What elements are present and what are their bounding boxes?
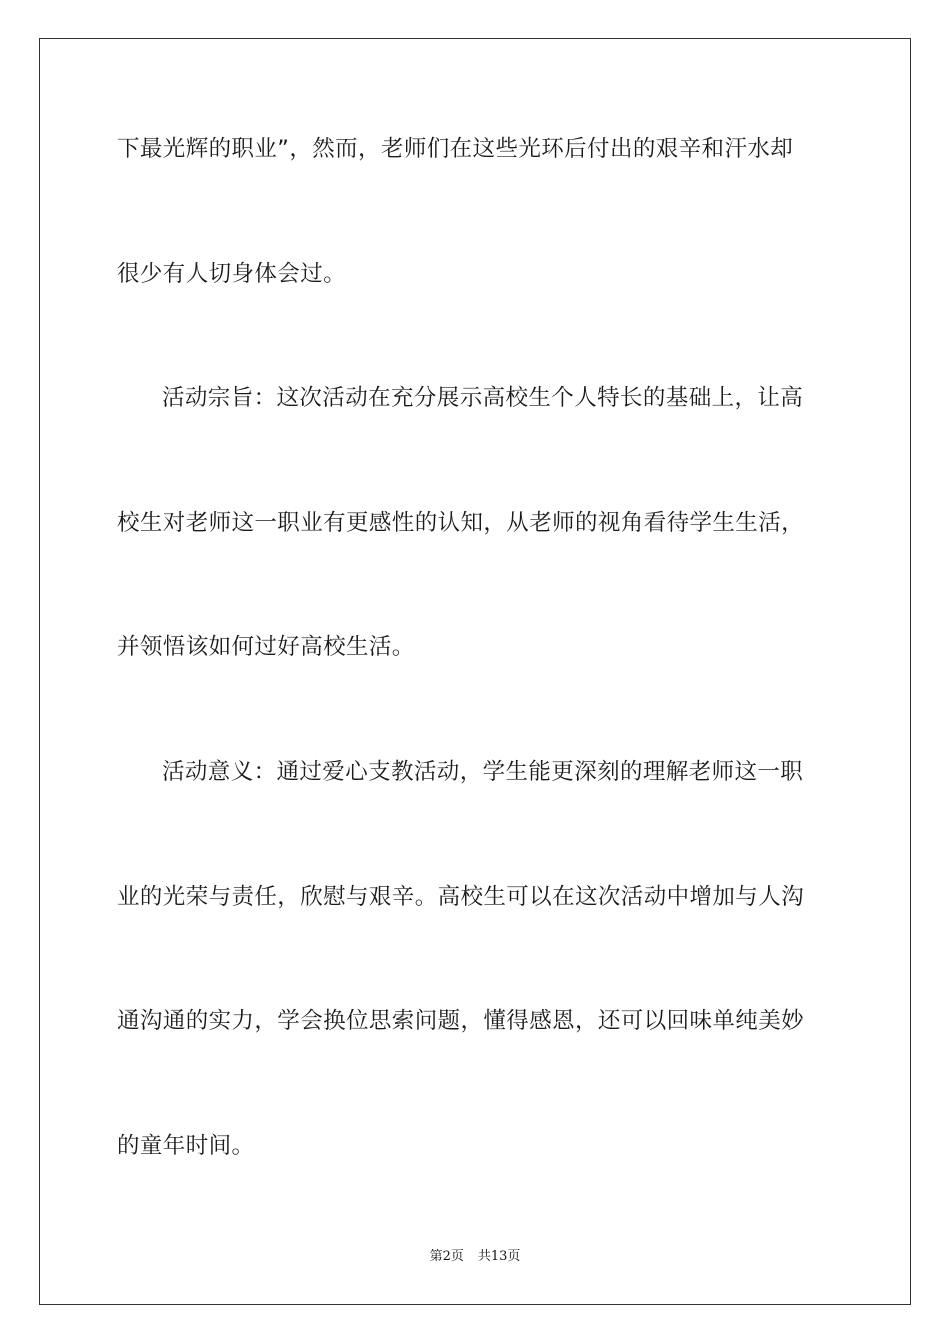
body-text-line: 并领悟该如何过好高校生活。 [117, 634, 415, 660]
body-text-line: 很少有人切身体会过。 [117, 261, 347, 287]
body-text-line: 通沟通的实力，学会换位思索问题，懂得感恩，还可以回味单纯美妙 [117, 1008, 805, 1034]
body-text-line: 下最光辉的职业”，然而，老师们在这些光环后付出的艰辛和汗水却 [117, 136, 794, 162]
page-total: 共13页 [477, 1249, 521, 1264]
page-footer [0, 1248, 950, 1266]
body-text-line: 活动宗旨：这次活动在充分展示高校生个人特长的基础上，让高 [162, 385, 804, 411]
body-text-line: 校生对老师这一职业有更感性的认知，从老师的视角看待学生生活， [117, 510, 805, 536]
page-border [39, 38, 911, 1305]
body-text-line: 业的光荣与责任，欣慰与艰辛。高校生可以在这次活动中增加与人沟 [117, 884, 805, 910]
body-text-line: 的童年时间。 [117, 1133, 255, 1159]
page-number: 第2页 [429, 1249, 464, 1264]
body-text-line: 活动意义：通过爱心支教活动，学生能更深刻的理解老师这一职 [162, 759, 804, 785]
